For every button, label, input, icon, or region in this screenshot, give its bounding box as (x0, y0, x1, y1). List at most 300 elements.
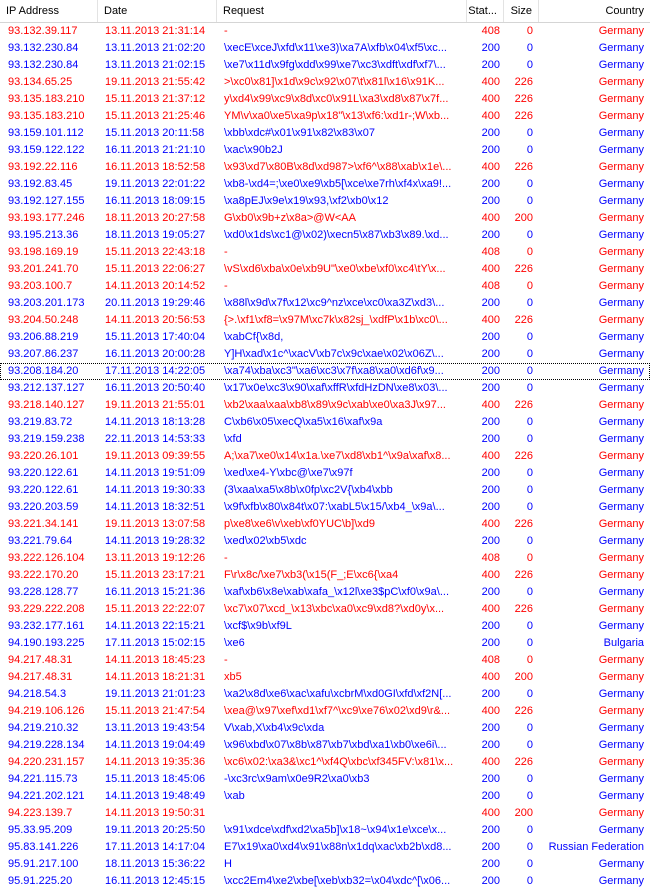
column-header-request[interactable]: Request (217, 0, 467, 22)
size-cell: 0 (526, 620, 533, 632)
country-cell: Germany (598, 671, 644, 683)
request-cell: p\xe8\xe6\v\xeb\xf0YUC\b]\xd9 (224, 518, 376, 530)
request-cell: - (224, 25, 228, 37)
ip-cell: 93.222.126.104 (8, 552, 85, 564)
country-cell: Germany (598, 365, 644, 377)
status-cell: 200 (481, 620, 500, 632)
size-cell: 0 (526, 42, 533, 54)
ip-cell: 93.201.241.70 (8, 263, 79, 275)
request-cell: \xecE\xceJ\xfd\x11\xe3)\xa7A\xfb\x04\xf5\xc... (224, 42, 447, 54)
country-cell: Germany (598, 586, 644, 598)
status-cell: 408 (481, 280, 500, 292)
country-cell: Germany (598, 76, 644, 88)
ip-cell: 94.219.228.134 (8, 739, 85, 751)
request-cell: \x91\xdce\xdf\xd2\xa5b]\x18~\x94\x1e\xce\x... (224, 824, 447, 836)
ip-cell: 93.192.83.45 (8, 178, 73, 190)
status-cell: 200 (481, 331, 500, 343)
date-cell: 14.11.2013 19:48:49 (105, 790, 206, 802)
country-cell: Germany (598, 722, 644, 734)
date-cell: 14.11.2013 20:14:52 (105, 280, 206, 292)
size-cell: 0 (526, 722, 533, 734)
date-cell: 13.11.2013 21:02:20 (105, 42, 206, 54)
size-cell: 226 (514, 450, 533, 462)
country-cell: Germany (598, 807, 644, 819)
status-cell: 200 (481, 229, 500, 241)
size-cell: 0 (526, 331, 533, 343)
date-cell: 14.11.2013 19:50:31 (105, 807, 206, 819)
table-row[interactable] (0, 873, 650, 890)
country-cell: Germany (598, 535, 644, 547)
ip-cell: 94.218.54.3 (8, 688, 67, 700)
ip-cell: 95.83.141.226 (8, 841, 79, 853)
ip-cell: 93.229.222.208 (8, 603, 85, 615)
status-cell: 400 (481, 76, 500, 88)
ip-cell: 93.220.203.59 (8, 501, 79, 513)
ip-cell: 93.218.140.127 (8, 399, 85, 411)
status-cell: 400 (481, 314, 500, 326)
country-cell: Germany (598, 42, 644, 54)
size-cell: 226 (514, 110, 533, 122)
country-cell: Germany (598, 399, 644, 411)
ip-cell: 93.195.213.36 (8, 229, 79, 241)
ip-cell: 95.91.217.100 (8, 858, 79, 870)
date-cell: 14.11.2013 18:32:51 (105, 501, 206, 513)
size-cell: 0 (526, 688, 533, 700)
country-cell: Germany (598, 688, 644, 700)
status-cell: 200 (481, 484, 500, 496)
date-cell: 14.11.2013 20:56:53 (105, 314, 206, 326)
size-cell: 226 (514, 756, 533, 768)
country-cell: Germany (598, 161, 644, 173)
request-cell: (3\xaa\xa5\x8b\x0fp\xc2V{\xb4\xbb (224, 484, 393, 496)
date-cell: 15.11.2013 21:37:12 (105, 93, 206, 105)
ip-cell: 94.221.115.73 (8, 773, 78, 785)
request-cell: \x93\xd7\x80B\x8d\xd987>\xf6^\x88\xab\x1e\... (224, 161, 452, 173)
ip-cell: 93.192.22.116 (8, 161, 78, 173)
size-cell: 0 (526, 484, 533, 496)
country-cell: Germany (598, 246, 644, 258)
country-cell: Germany (598, 705, 644, 717)
country-cell: Germany (598, 212, 644, 224)
size-cell: 0 (526, 348, 533, 360)
request-cell: \x9f\xfb\x80\x84t\x07:\xabL5\x15/\xb4_\x9a\... (224, 501, 445, 513)
ip-cell: 93.198.169.19 (8, 246, 79, 258)
date-cell: 16.11.2013 15:21:36 (105, 586, 206, 598)
date-cell: 13.11.2013 19:43:54 (105, 722, 206, 734)
country-cell: Germany (598, 144, 644, 156)
ip-cell: 93.219.83.72 (8, 416, 73, 428)
size-cell: 226 (514, 399, 533, 411)
size-cell: 0 (526, 535, 533, 547)
request-cell: H (224, 858, 232, 870)
table-row[interactable] (0, 414, 650, 431)
request-cell: Y]H\xad\x1c^\xacV\xb7c\x9c\xae\x02\x06Z\... (224, 348, 444, 360)
ip-cell: 93.159.101.112 (8, 127, 84, 139)
table-row[interactable] (0, 108, 650, 125)
size-cell: 200 (514, 212, 533, 224)
table-row[interactable] (0, 839, 650, 856)
request-cell: \xb2\xaa\xaa\xb8\x89\x9c\xab\xe0\xa3J\x97... (224, 399, 446, 411)
size-cell: 226 (514, 314, 533, 326)
ip-cell: 95.33.95.209 (8, 824, 73, 836)
size-cell: 226 (514, 161, 533, 173)
ip-cell: 93.220.122.61 (8, 467, 79, 479)
date-cell: 17.11.2013 15:02:15 (105, 637, 206, 649)
ip-cell: 93.203.100.7 (8, 280, 73, 292)
status-cell: 400 (481, 263, 500, 275)
request-cell: {>.\xf1\xf8=\x97M\xc7k\x82sj_\xdfP\x1b\xc0\... (224, 314, 448, 326)
request-cell: \xcf$\x9b\xf9L (224, 620, 292, 632)
size-cell: 0 (526, 144, 533, 156)
date-cell: 15.11.2013 22:06:27 (105, 263, 206, 275)
status-cell: 400 (481, 399, 500, 411)
date-cell: 14.11.2013 18:45:23 (105, 654, 206, 666)
country-cell: Germany (598, 25, 644, 37)
table-row[interactable] (0, 125, 650, 142)
table-row[interactable] (0, 550, 650, 567)
table-row[interactable] (0, 244, 650, 261)
request-cell: - (224, 654, 228, 666)
ip-cell: 93.207.86.237 (8, 348, 79, 360)
ip-cell: 93.228.128.77 (8, 586, 79, 598)
table-row[interactable] (0, 329, 650, 346)
country-cell: Germany (598, 263, 644, 275)
status-cell: 408 (481, 25, 500, 37)
ip-cell: 93.220.122.61 (8, 484, 79, 496)
table-row[interactable] (0, 482, 650, 499)
table-row[interactable] (0, 193, 650, 210)
country-cell: Germany (598, 297, 644, 309)
date-cell: 15.11.2013 17:40:04 (105, 331, 206, 343)
request-cell: C\xb6\x05\xecQ\xa5\x16\xaf\x9a (224, 416, 383, 428)
size-cell: 0 (526, 59, 533, 71)
country-cell: Germany (598, 331, 644, 343)
request-cell: E7\x19\xa0\xd4\x91\x88n\x1dq\xac\xb2b\xd8... (224, 841, 452, 853)
ip-cell: 93.193.177.246 (8, 212, 85, 224)
date-cell: 14.11.2013 19:30:33 (105, 484, 206, 496)
size-cell: 0 (526, 25, 533, 37)
ip-cell: 93.219.159.238 (8, 433, 85, 445)
request-cell: -\xc3rc\x9am\x0e9R2\xa0\xb3 (224, 773, 370, 785)
request-cell: V\xab,X\xb4\x9c\xda (224, 722, 325, 734)
size-cell: 0 (526, 824, 533, 836)
table-row[interactable] (0, 465, 650, 482)
date-cell: 19.11.2013 21:55:01 (105, 399, 206, 411)
country-cell: Russian Federation (548, 841, 644, 853)
size-cell: 0 (526, 297, 533, 309)
size-cell: 0 (526, 467, 533, 479)
status-cell: 200 (481, 416, 500, 428)
size-cell: 0 (526, 739, 533, 751)
table-row[interactable] (0, 754, 650, 771)
size-cell: 0 (526, 433, 533, 445)
request-cell: A;\xa7\xe0\x14\x1a.\xe7\xd8\xb1^\x9a\xaf\x8... (224, 450, 451, 462)
ip-cell: 93.232.177.161 (8, 620, 85, 632)
table-row[interactable] (0, 516, 650, 533)
size-cell: 0 (526, 654, 533, 666)
table-row[interactable] (0, 737, 650, 754)
status-cell: 200 (481, 467, 500, 479)
country-cell: Germany (598, 229, 644, 241)
table-row[interactable] (0, 40, 650, 57)
status-cell: 200 (481, 688, 500, 700)
country-cell: Germany (598, 127, 644, 139)
table-row[interactable] (0, 278, 650, 295)
date-cell: 18.11.2013 20:27:58 (105, 212, 206, 224)
date-cell: 14.11.2013 18:13:28 (105, 416, 206, 428)
status-cell: 200 (481, 297, 500, 309)
country-cell: Bulgaria (603, 637, 644, 649)
column-header-size[interactable]: Size (504, 0, 539, 22)
request-cell: \xcc2Em4\xe2\xbe[\xeb\xb32=\x04\xdc^[\x06... (224, 875, 451, 887)
table-row[interactable] (0, 669, 650, 686)
table-row[interactable] (0, 856, 650, 873)
status-cell: 200 (481, 586, 500, 598)
ip-cell: 93.135.183.210 (8, 110, 85, 122)
status-cell: 400 (481, 756, 500, 768)
status-cell: 200 (481, 433, 500, 445)
table-row[interactable] (0, 57, 650, 74)
ip-cell: 93.204.50.248 (8, 314, 79, 326)
column-header-status[interactable]: Stat... (467, 0, 504, 22)
table-row[interactable] (0, 567, 650, 584)
date-cell: 19.11.2013 13:07:58 (105, 518, 206, 530)
size-cell: 0 (526, 195, 533, 207)
country-cell: Germany (598, 875, 644, 887)
country-cell: Germany (598, 382, 644, 394)
ip-cell: 93.135.183.210 (8, 93, 85, 105)
request-cell: - (224, 280, 228, 292)
request-cell: \xc6\x02:\xa3&\xc1^\xf4Q\xbc\xf345FV:\x81\x... (224, 756, 454, 768)
request-cell: F\r\x8c/\xe7\xb3(\x15(F_;E\xc6{\xa4 (224, 569, 399, 581)
table-row[interactable] (0, 261, 650, 278)
table-row[interactable] (0, 176, 650, 193)
column-header-row (0, 0, 650, 23)
status-cell: 200 (481, 824, 500, 836)
status-cell: 200 (481, 348, 500, 360)
table-row[interactable] (0, 533, 650, 550)
status-cell: 200 (481, 144, 500, 156)
country-cell: Germany (598, 59, 644, 71)
size-cell: 226 (514, 93, 533, 105)
status-cell: 200 (481, 178, 500, 190)
size-cell: 0 (526, 246, 533, 258)
size-cell: 0 (526, 178, 533, 190)
size-cell: 200 (514, 807, 533, 819)
column-header-ip-address[interactable]: IP Address (0, 0, 98, 22)
table-row[interactable] (0, 74, 650, 91)
date-cell: 22.11.2013 14:53:33 (105, 433, 206, 445)
status-cell: 400 (481, 161, 500, 173)
ip-cell: 93.134.65.25 (8, 76, 73, 88)
country-cell: Germany (598, 348, 644, 360)
table-row[interactable] (0, 346, 650, 363)
request-cell: \xb8-\xd4=;\xe0\xe9\xb5[\xce\xe7rh\xf4x\xa9!... (224, 178, 452, 190)
date-cell: 16.11.2013 12:45:15 (105, 875, 206, 887)
status-cell: 200 (481, 875, 500, 887)
status-cell: 200 (481, 637, 500, 649)
size-cell: 226 (514, 569, 533, 581)
table-row[interactable] (0, 720, 650, 737)
ip-cell: 94.217.48.31 (8, 654, 73, 666)
table-row[interactable] (0, 686, 650, 703)
date-cell: 16.11.2013 20:00:28 (105, 348, 206, 360)
country-cell: Germany (598, 93, 644, 105)
status-cell: 400 (481, 671, 500, 683)
status-cell: 400 (481, 450, 500, 462)
ip-cell: 93.132.39.117 (8, 25, 78, 37)
table-body (0, 23, 650, 890)
date-cell: 14.11.2013 18:21:31 (105, 671, 206, 683)
table-row[interactable] (0, 312, 650, 329)
status-cell: 400 (481, 212, 500, 224)
country-cell: Germany (598, 280, 644, 292)
status-cell: 408 (481, 552, 500, 564)
country-cell: Germany (598, 603, 644, 615)
size-cell: 0 (526, 875, 533, 887)
country-cell: Germany (598, 467, 644, 479)
date-cell: 15.11.2013 22:43:18 (105, 246, 206, 258)
country-cell: Germany (598, 824, 644, 836)
status-cell: 200 (481, 722, 500, 734)
size-cell: 226 (514, 263, 533, 275)
status-cell: 200 (481, 365, 500, 377)
date-cell: 17.11.2013 14:22:05 (105, 365, 206, 377)
size-cell: 0 (526, 229, 533, 241)
status-cell: 200 (481, 42, 500, 54)
ip-cell: 93.222.170.20 (8, 569, 79, 581)
country-cell: Germany (598, 450, 644, 462)
date-cell: 15.11.2013 18:45:06 (105, 773, 206, 785)
table-row[interactable] (0, 584, 650, 601)
country-cell: Germany (598, 178, 644, 190)
request-cell: \x17\x0e\xc3\x90\xaf\xffR\xfdHzDN\xe8\x03\... (224, 382, 448, 394)
date-cell: 16.11.2013 20:50:40 (105, 382, 206, 394)
size-cell: 0 (526, 280, 533, 292)
table-row[interactable] (0, 23, 650, 40)
request-cell: >\xc0\x81]\x1d\x9c\x92\x07\t\x81l\x16\x91K... (224, 76, 445, 88)
country-cell: Germany (598, 195, 644, 207)
date-cell: 16.11.2013 18:52:58 (105, 161, 206, 173)
date-cell: 14.11.2013 19:35:36 (105, 756, 206, 768)
table-row[interactable] (0, 652, 650, 669)
table-row[interactable] (0, 703, 650, 720)
status-cell: 400 (481, 807, 500, 819)
size-cell: 200 (514, 671, 533, 683)
request-cell: \x88l\x9d\x7f\x12\xc9^nz\xce\xc0\xa3Z\xd3\... (224, 297, 445, 309)
date-cell: 19.11.2013 21:55:42 (105, 76, 206, 88)
country-cell: Germany (598, 433, 644, 445)
table-row[interactable] (0, 380, 650, 397)
request-cell: \xd0\x1ds\xc1@\x02)\xecn5\x87\xb3\x89.\xd... (224, 229, 449, 241)
table-row[interactable] (0, 142, 650, 159)
size-cell: 0 (526, 858, 533, 870)
table-row[interactable] (0, 448, 650, 465)
status-cell: 200 (481, 773, 500, 785)
request-cell: \xa2\x8d\xe6\xac\xafu\xcbrM\xd0GI\xfd\xf2N[... (224, 688, 452, 700)
size-cell: 0 (526, 365, 533, 377)
date-cell: 20.11.2013 19:29:46 (105, 297, 206, 309)
request-cell: \xfd (224, 433, 242, 445)
country-cell: Germany (598, 501, 644, 513)
ip-cell: 94.219.106.126 (8, 705, 85, 717)
table-row[interactable] (0, 635, 650, 652)
table-row[interactable] (0, 210, 650, 227)
table-row[interactable] (0, 295, 650, 312)
status-cell: 408 (481, 654, 500, 666)
table-row[interactable] (0, 159, 650, 176)
date-cell: 13.11.2013 21:02:15 (105, 59, 206, 71)
country-cell: Germany (598, 790, 644, 802)
table-row[interactable] (0, 431, 650, 448)
size-cell: 0 (526, 773, 533, 785)
request-cell (217, 805, 467, 822)
request-cell: \xed\xe4-Y\xbc@\xe7\x97f (224, 467, 353, 479)
date-cell: 13.11.2013 19:12:26 (105, 552, 206, 564)
table-row[interactable] (0, 822, 650, 839)
size-cell: 226 (514, 705, 533, 717)
status-cell: 400 (481, 110, 500, 122)
date-cell: 19.11.2013 09:39:55 (105, 450, 206, 462)
table-row[interactable] (0, 788, 650, 805)
date-cell: 18.11.2013 15:36:22 (105, 858, 206, 870)
table-row[interactable] (0, 397, 650, 414)
ip-cell: 93.221.79.64 (8, 535, 73, 547)
ip-cell: 94.190.193.225 (8, 637, 85, 649)
request-cell: - (224, 246, 228, 258)
country-cell: Germany (598, 654, 644, 666)
size-cell: 226 (514, 518, 533, 530)
size-cell: 226 (514, 76, 533, 88)
request-cell: G\xb0\x9b+z\x8a>@W<AA (224, 212, 356, 224)
table-row[interactable] (0, 91, 650, 108)
column-header-country[interactable]: Country (605, 5, 644, 17)
request-cell: xb5 (224, 671, 242, 683)
status-cell: 200 (481, 195, 500, 207)
size-cell: 0 (526, 127, 533, 139)
country-cell: Germany (598, 416, 644, 428)
status-cell: 200 (481, 501, 500, 513)
table-row[interactable] (0, 227, 650, 244)
request-cell: \xea@\x97\xef\xd1\xf7^\xc9\xe76\x02\xd9\r&... (224, 705, 451, 717)
status-cell: 200 (481, 858, 500, 870)
ip-cell: 93.220.26.101 (8, 450, 79, 462)
request-cell: \xc7\x07\xcd_\x13\xbc\xa0\xc9\xd8?\xd0y\x... (224, 603, 445, 615)
table-row[interactable] (0, 805, 650, 822)
table-row[interactable] (0, 618, 650, 635)
size-cell: 0 (526, 841, 533, 853)
table-row[interactable] (0, 771, 650, 788)
date-cell: 15.11.2013 20:11:58 (105, 127, 205, 139)
table-row[interactable] (0, 499, 650, 516)
date-cell: 15.11.2013 21:47:54 (105, 705, 206, 717)
request-cell: \xa8pEJ\x9e\x19\x93,\xf2\xb0\x12 (224, 195, 389, 207)
ip-cell: 94.219.210.32 (8, 722, 79, 734)
ip-cell: 93.132.230.84 (8, 59, 79, 71)
request-cell: \xa74\xba\xc3"\xa6\xc3\x7f\xa8\xa0\xd6f\x9... (224, 365, 444, 377)
request-cell: \xbb\xdc#\x01\x91\x82\x83\x07 (224, 127, 376, 139)
country-cell: Germany (598, 620, 644, 632)
request-cell: \xe6 (224, 637, 245, 649)
status-cell: 400 (481, 518, 500, 530)
size-cell: 0 (526, 586, 533, 598)
table-row[interactable] (0, 363, 650, 380)
table-row[interactable] (0, 601, 650, 618)
date-cell: 14.11.2013 22:15:21 (105, 620, 206, 632)
size-cell: 0 (526, 416, 533, 428)
country-cell: Germany (598, 756, 644, 768)
column-header-date[interactable]: Date (98, 0, 217, 22)
